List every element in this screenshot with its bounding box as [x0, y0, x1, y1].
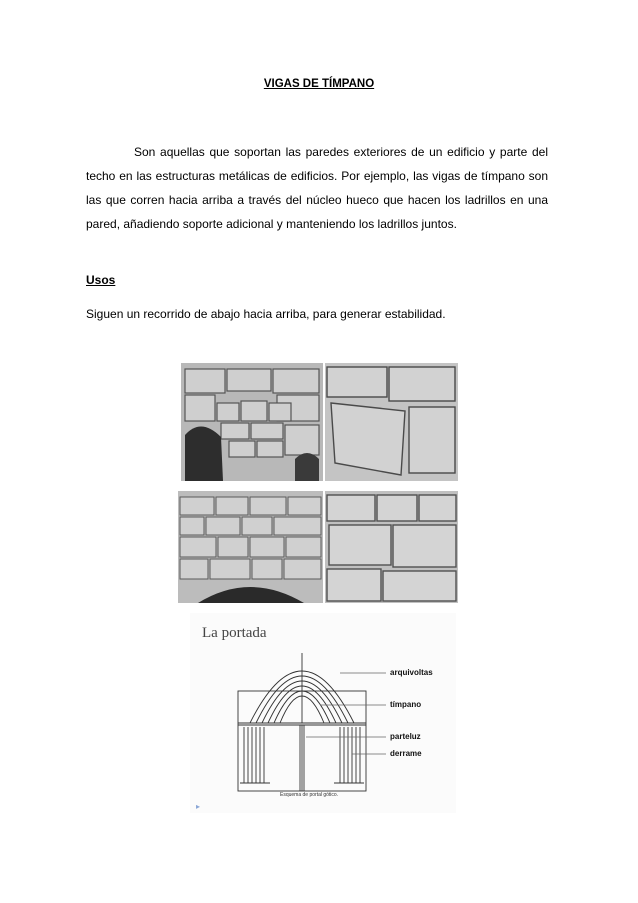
usos-paragraph: Siguen un recorrido de abajo hacia arriba, para generar estabilidad.	[86, 307, 446, 321]
section-heading-usos: Usos	[86, 273, 116, 287]
photo-stone-blocks-large	[325, 363, 458, 481]
label-timpano: tímpano	[390, 700, 422, 709]
photo-stone-arch	[181, 363, 323, 481]
photo-rough-stones	[325, 491, 458, 603]
label-arquivoltas: arquivoltas	[390, 668, 433, 677]
body-paragraph: Son aquellas que soportan las paredes exteriores de un edificio y parte del techo en las estructuras metálicas de edificios. Por ejemplo, las vigas de tímpano son las que corren hacia arriba a través del núcleo hueco que hacen los ladrillos en una pared, añadiendo soporte adicional y manteniendo los ladrillos juntos.	[86, 145, 548, 231]
bullet-arrow-icon: ▸	[196, 802, 201, 811]
portal-diagram	[190, 613, 456, 813]
label-derrame: derrame	[390, 749, 422, 758]
diagram-caption: Esquema de portal gótico.	[280, 792, 339, 798]
label-parteluz: parteluz	[390, 732, 421, 741]
photo-masonry-wall	[178, 491, 323, 603]
diagram-title: La portada	[202, 625, 267, 641]
page-title: VIGAS DE TÍMPANO	[263, 78, 375, 90]
